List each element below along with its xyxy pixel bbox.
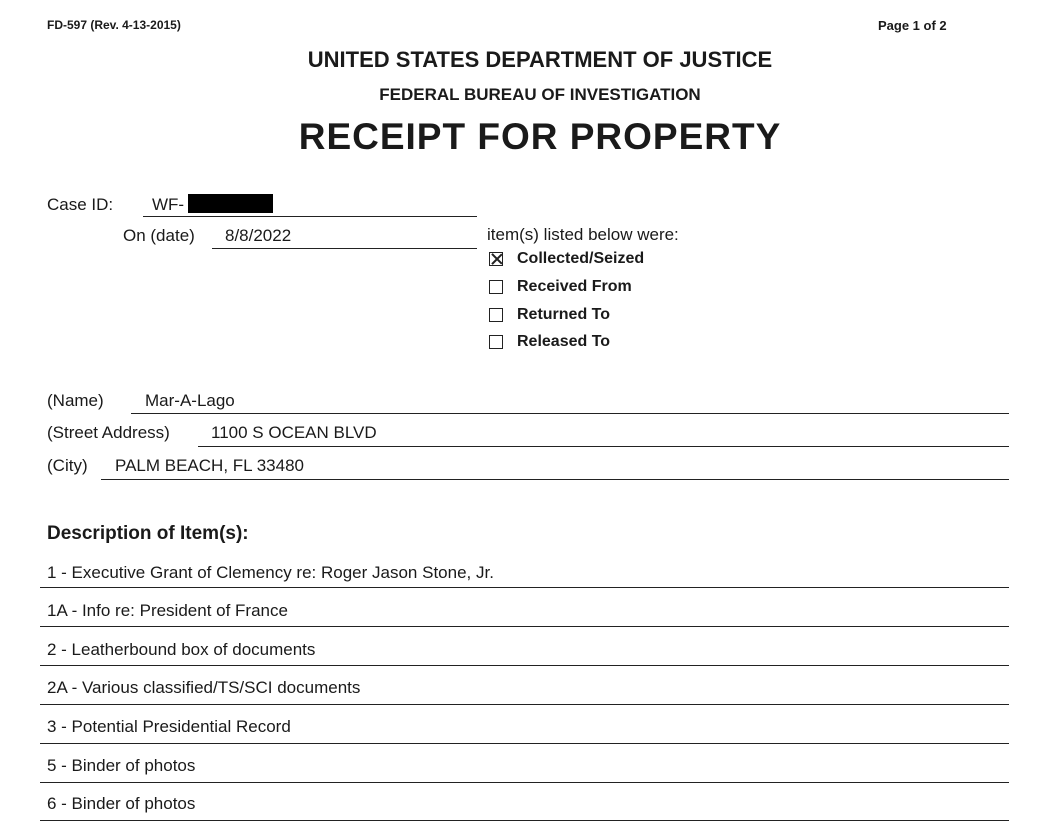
case-id-redaction — [188, 194, 273, 213]
date-underline — [212, 248, 477, 249]
date-value: 8/8/2022 — [225, 226, 292, 245]
street-underline — [198, 446, 1009, 447]
checkbox-icon — [489, 308, 503, 322]
checked-box-icon — [489, 252, 503, 266]
item-rule — [40, 782, 1009, 783]
option-received-from — [489, 277, 632, 297]
page-number: Page 1 of 2 — [878, 18, 947, 33]
department-heading: UNITED STATES DEPARTMENT OF JUSTICE — [307, 47, 773, 72]
option-label: Released To — [517, 333, 611, 350]
document-title: RECEIPT FOR PROPERTY — [298, 116, 782, 157]
option-label: Received From — [517, 278, 632, 295]
item-rule — [40, 820, 1009, 821]
option-collected-seized — [489, 249, 644, 269]
option-returned-to — [489, 305, 610, 325]
list-item: 6 - Binder of photos — [47, 794, 196, 813]
form-number: FD-597 (Rev. 4-13-2015) — [47, 18, 181, 32]
city-label: (City) — [47, 456, 88, 475]
list-item: 3 - Potential Presidential Record — [47, 717, 291, 736]
case-id-underline — [143, 216, 477, 217]
option-released-to — [489, 332, 610, 352]
date-label: On (date) — [123, 226, 195, 245]
city-value: PALM BEACH, FL 33480 — [115, 456, 304, 475]
name-value: Mar-A-Lago — [145, 391, 235, 410]
item-rule — [40, 704, 1009, 705]
checkbox-icon — [489, 280, 503, 294]
option-label: Collected/Seized — [517, 250, 645, 267]
item-rule — [40, 626, 1009, 627]
option-label: Returned To — [517, 306, 611, 323]
list-item: 1 - Executive Grant of Clemency re: Roger Jason Stone, Jr. — [47, 563, 494, 582]
name-label: (Name) — [47, 391, 104, 410]
description-heading: Description of Item(s): — [47, 523, 249, 544]
list-item: 2A - Various classified/TS/SCI documents — [47, 678, 361, 697]
case-id-value: WF- — [152, 195, 185, 214]
disposition-prompt: item(s) listed below were: — [487, 225, 679, 244]
item-rule — [40, 743, 1009, 744]
bureau-heading: FEDERAL BUREAU OF INVESTIGATION — [379, 85, 701, 104]
list-item: 1A - Info re: President of France — [47, 601, 288, 620]
city-underline — [101, 479, 1009, 480]
case-id-label: Case ID: — [47, 195, 114, 214]
checkbox-icon — [489, 335, 503, 349]
street-label: (Street Address) — [47, 423, 170, 442]
item-rule — [40, 587, 1009, 588]
list-item: 2 - Leatherbound box of documents — [47, 640, 316, 659]
street-value: 1100 S OCEAN BLVD — [211, 423, 377, 442]
name-underline — [131, 413, 1009, 414]
item-rule — [40, 665, 1009, 666]
list-item: 5 - Binder of photos — [47, 756, 196, 775]
